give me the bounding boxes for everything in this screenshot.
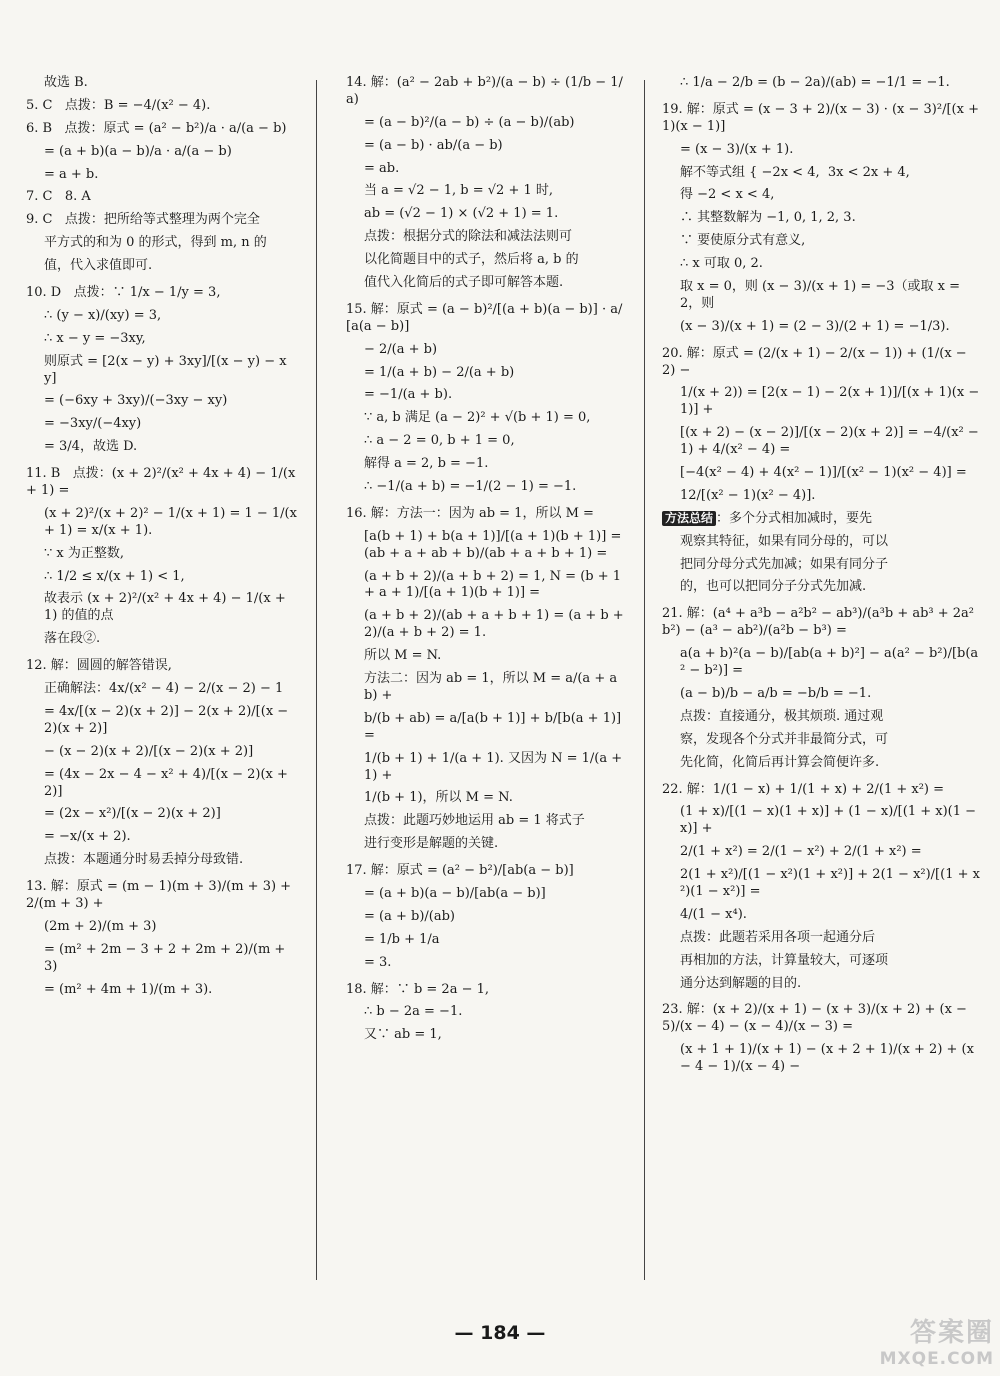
answer-text: 得 −2 < x < 4, — [680, 187, 775, 203]
answer-line — [26, 328, 298, 351]
answer-line — [26, 503, 302, 543]
answer-text: ∵ a, b 满足 (a − 2)² + √(b + 1) = 0, — [364, 410, 591, 426]
answer-line — [26, 413, 298, 436]
answer-line — [26, 255, 298, 278]
watermark-url: MXQE.COM — [879, 1349, 994, 1369]
answer-line — [346, 748, 630, 788]
answer-text: = 4x/[(x − 2)(x + 2)] − 2(x + 2)/[(x − 2)(x + 2)] — [44, 703, 293, 736]
answer-line — [662, 485, 980, 508]
answer-text: 值代入化简后的式子即可解答本题. — [364, 275, 564, 291]
answer-line — [662, 554, 980, 577]
answer-text: 9. C 点拨：把所给等式整理为两个完全 — [26, 212, 260, 228]
answer-text: 22. 解：1/(1 − x) + 1/(1 + x) + 2/(1 + x²) = — [662, 781, 945, 797]
answer-text: = (a − b) · ab/(a − b) — [364, 137, 503, 153]
answer-text: ∴ 其整数解为 −1, 0, 1, 2, 3. — [680, 210, 856, 226]
answer-text: (a − b)/b − a/b = −b/b = −1. — [680, 685, 872, 701]
answer-text: 1/(b + 1)，所以 M = N. — [364, 790, 513, 806]
answer-text: 12/[(x² − 1)(x² − 4)]. — [680, 487, 816, 503]
answer-line — [26, 628, 298, 651]
answer-text: 5. C 点拨：B = −4/(x² − 4). — [26, 97, 211, 113]
answer-text: [−4(x² − 4) + 4(x² − 1)]/[(x² − 1)(x² − 4)] = — [680, 465, 967, 481]
answer-text: ∴ a − 2 = 0, b + 1 = 0, — [364, 433, 515, 449]
answer-line — [662, 950, 980, 973]
watermark-logo — [804, 1312, 994, 1372]
answer-text: (a + b + 2)/(a + b + 2) = 1, N = (b + 1 + a + 1)/[(a + 1)(b + 1)] = — [364, 568, 626, 601]
answer-line — [26, 282, 298, 305]
answer-line — [26, 803, 298, 826]
answer-text: 点拨：直接通分，极其烦琐. 通过观 — [680, 708, 884, 724]
method-summary-badge: 方法总结 — [662, 511, 716, 527]
answer-text: 正确解法：4x/(x² − 4) − 2/(x − 2) − 1 — [44, 681, 284, 697]
answer-text: 21. 解：(a⁴ + a³b − a²b² − ab³)/(a³b + ab³ + 2a²b²) − (a³ − ab²)/(a²b − b³) = — [662, 606, 975, 639]
answer-text: 值，代入求值即可. — [44, 258, 153, 274]
answer-line — [26, 72, 298, 95]
answer-line — [346, 787, 630, 810]
answer-line — [662, 841, 980, 864]
answer-line — [346, 158, 630, 181]
answer-text: 平方式的和为 0 的形式，得到 m, n 的 — [44, 235, 267, 251]
answer-text: 所以 M = N. — [364, 648, 442, 664]
answer-line — [346, 476, 630, 499]
answer-line — [662, 139, 980, 162]
answer-line — [346, 645, 630, 668]
answer-line — [662, 706, 980, 729]
answer-text: = 3/4，故选 D. — [44, 439, 138, 455]
answer-text: 7. C 8. A — [26, 189, 91, 205]
answer-line — [346, 1024, 630, 1047]
answer-line — [662, 729, 980, 752]
answer-line — [26, 979, 298, 1002]
column-right — [662, 72, 984, 1079]
answer-line — [26, 826, 298, 849]
answer-text: (a + b + 2)/(ab + a + b + 1) = (a + b + 2)/(a + b + 2) = 1. — [364, 608, 628, 641]
answer-line — [26, 741, 298, 764]
answer-text: ：多个分式相加减时，要先 — [716, 510, 873, 526]
answer-text: 6. B 点拨：原式 = (a² − b²)/a · a/(a − b) — [26, 120, 287, 136]
answer-line — [662, 1039, 980, 1079]
answer-line — [26, 543, 298, 566]
answer-text: 点拨：根据分式的除法和减法法则可 — [364, 229, 573, 245]
answer-line — [662, 643, 980, 683]
answer-text: 23. 解：(x + 2)/(x + 1) − (x + 3)/(x + 2) + (x − 5)/(x − 4) − (x − 4)/(x − 3) = — [662, 1002, 972, 1035]
answer-line — [346, 526, 630, 566]
answer-line — [26, 186, 298, 209]
answer-text: 12. 解：圆圆的解答错误, — [26, 658, 172, 674]
answer-line — [346, 339, 630, 362]
answer-line — [346, 407, 630, 430]
answer-text: [a(b + 1) + b(a + 1)]/[(a + 1)(b + 1)] = (ab + a + ab + b)/(ab + a + b + 1) = — [364, 528, 626, 561]
answer-text: 点拨：本题通分时易丢掉分母致错. — [44, 852, 244, 868]
answer-text: 以化简题目中的式子，然后将 a, b 的 — [364, 252, 579, 268]
answer-line — [346, 112, 630, 135]
answer-text: = a + b. — [44, 166, 99, 182]
answer-line — [346, 72, 630, 112]
answer-text: 1/(b + 1) + 1/(a + 1). 又因为 N = 1/(a + 1) + — [364, 750, 627, 783]
answer-line — [26, 209, 298, 232]
answer-line — [662, 276, 980, 316]
answer-text: = 1/b + 1/a — [364, 931, 440, 947]
answer-line — [26, 939, 298, 979]
answer-line — [26, 436, 298, 459]
answer-line — [346, 362, 630, 385]
answer-line — [346, 952, 630, 975]
answer-line — [346, 272, 630, 295]
answer-line — [26, 351, 298, 391]
answer-text: 14. 解：(a² − 2ab + b²)/(a − b) ÷ (1/b − 1/a) — [346, 75, 623, 107]
answer-text: (2m + 2)/(m + 3) — [44, 918, 157, 934]
answer-text: [(x + 2) − (x − 2)]/[(x − 2)(x + 2)] = −4/(x² − 1) + 4/(x² − 4) = — [680, 425, 983, 458]
answer-line — [346, 503, 630, 526]
answer-text: 11. B 点拨：(x + 2)²/(x² + 4x + 4) − 1/(x + 1) = — [26, 466, 300, 499]
answer-text: 19. 解：原式 = (x − 3 + 2)/(x − 3) · (x − 3)²/[(x + 1)(x − 1)] — [662, 101, 984, 134]
answer-line — [662, 531, 980, 554]
answer-line — [662, 462, 980, 485]
answer-line — [26, 566, 298, 589]
answer-text: b/(b + ab) = a/[a(b + 1)] + b/[b(a + 1)] = — [364, 710, 626, 743]
answer-line — [662, 999, 980, 1039]
answer-text: = 1/(a + b) − 2/(a + b) — [364, 364, 515, 380]
answer-line — [662, 72, 980, 95]
answer-line — [346, 226, 630, 249]
answer-line — [346, 384, 630, 407]
answer-line — [26, 655, 298, 678]
watermark-text: 答案圈 — [909, 1318, 994, 1348]
answer-line — [662, 603, 980, 643]
answer-line — [346, 430, 630, 453]
answer-line — [26, 588, 298, 628]
answer-text: = (a − b)²/(a − b) ÷ (a − b)/(ab) — [364, 114, 575, 130]
answer-text: = (a + b)(a − b)/a · a/(a − b) — [44, 143, 232, 159]
answer-line — [26, 232, 298, 255]
answer-line — [346, 453, 630, 476]
answer-line — [662, 576, 980, 599]
answer-line — [346, 833, 630, 856]
answer-line — [662, 752, 980, 775]
answer-text: 15. 解：原式 = (a − b)²/[(a + b)(a − b)] · a/[a(a − b)] — [346, 301, 623, 334]
answer-text: 通分达到解题的目的. — [680, 975, 802, 991]
answer-line — [26, 764, 298, 804]
answer-line — [346, 299, 630, 339]
answer-line — [346, 929, 630, 952]
answer-line — [662, 382, 984, 422]
answer-text: a(a + b)²(a − b)/[ab(a + b)²] − a(a² − b²)/[b(a² − b²)] = — [680, 646, 979, 679]
answer-text: 方法二：因为 ab = 1，所以 M = a/(a + ab) + — [364, 671, 618, 703]
answer-text: 先化简，化简后再计算会简便许多. — [680, 754, 880, 770]
answer-text: = −1/(a + b). — [364, 387, 453, 403]
answer-line — [26, 390, 298, 413]
answer-line — [26, 463, 298, 503]
answer-line — [662, 343, 980, 383]
answer-line — [346, 883, 630, 906]
answer-line — [662, 801, 980, 841]
answer-line — [662, 422, 983, 462]
answer-text: ∴ b − 2a = −1. — [364, 1004, 463, 1020]
column-middle — [346, 72, 630, 1047]
answer-text: ∴ −1/(a + b) = −1/(2 − 1) = −1. — [364, 479, 577, 495]
answer-line — [346, 810, 630, 833]
answer-text: 落在段②. — [44, 631, 101, 647]
answer-line — [346, 668, 630, 708]
answer-line — [662, 99, 984, 139]
column-divider — [644, 80, 645, 1280]
answer-line — [662, 904, 980, 927]
answer-text: = (−6xy + 3xy)/(−3xy − xy) — [44, 393, 228, 409]
answer-text: 又∵ ab = 1, — [364, 1027, 442, 1043]
answer-line — [26, 701, 298, 741]
answer-line — [346, 249, 630, 272]
answer-text: (1 + x)/[(1 − x)(1 + x)] + (1 − x)/[(1 + x)(1 − x)] + — [680, 804, 981, 837]
answer-line — [662, 864, 980, 904]
answer-text: = (2x − x²)/[(x − 2)(x + 2)] — [44, 806, 221, 822]
answer-text: 16. 解：方法一：因为 ab = 1，所以 M = — [346, 505, 594, 521]
answer-line — [346, 1001, 630, 1024]
answer-text: 进行变形是解题的关键. — [364, 836, 499, 852]
answer-line — [662, 207, 980, 230]
answer-text: 解不等式组 { −2x < 4, 3x < 2x + 4, — [680, 164, 910, 180]
answer-text: 点拨：此题若采用各项一起通分后 — [680, 929, 876, 945]
answer-text: 10. D 点拨：∵ 1/x − 1/y = 3, — [26, 285, 221, 301]
answer-line — [346, 135, 630, 158]
answer-line — [662, 508, 980, 531]
answer-text: 察，发现各个分式并非最简分式，可 — [680, 731, 889, 747]
answer-text: 故选 B. — [44, 75, 88, 90]
answer-line — [26, 95, 298, 118]
answer-text: ∴ x − y = −3xy, — [44, 330, 146, 346]
answer-text: = (m² + 2m − 3 + 2 + 2m + 2)/(m + 3) — [44, 941, 290, 974]
answer-line — [662, 973, 980, 996]
answer-text: 18. 解：∵ b = 2a − 1, — [346, 981, 490, 997]
answer-line — [346, 708, 630, 748]
answer-text: = (m² + 4m + 1)/(m + 3). — [44, 981, 213, 997]
answer-line — [26, 916, 298, 939]
answer-line — [662, 779, 980, 802]
page-number: — 184 — — [454, 1322, 546, 1344]
answer-text: 1/(x + 2)) = [2(x − 1) − 2(x + 1)]/[(x + 1)(x − 1)] + — [680, 385, 984, 418]
answer-text: 20. 解：原式 = (2/(x + 1) − 2/(x − 1)) + (1/(x − 2) − — [662, 345, 971, 378]
answer-text: 当 a = √2 − 1, b = √2 + 1 时, — [364, 183, 554, 199]
column-left — [26, 72, 302, 1001]
answer-text: 2(1 + x²)/[(1 − x²)(1 + x²)] + 2(1 − x²)/[(1 + x²)(1 − x²)] = — [680, 867, 980, 899]
answer-line — [662, 683, 980, 706]
answer-text: = ab. — [364, 160, 400, 176]
answer-text: = 3. — [364, 954, 392, 970]
answer-line — [346, 180, 630, 203]
answer-line — [346, 860, 630, 883]
answer-text: 的，也可以把同分子分式先加减. — [680, 579, 867, 595]
answer-text: 把同分母分式先加减；如果有同分子 — [680, 556, 889, 572]
answer-text: (x + 2)²/(x + 2)² − 1/(x + 1) = 1 − 1/(x + 1) = x/(x + 1). — [44, 505, 302, 538]
answer-text: − (x − 2)(x + 2)/[(x − 2)(x + 2)] — [44, 743, 254, 759]
answer-line — [346, 906, 630, 929]
answer-text: 17. 解：原式 = (a² − b²)/[ab(a − b)] — [346, 863, 574, 879]
answer-line — [346, 203, 630, 226]
answer-text: 2/(1 + x²) = 2/(1 − x²) + 2/(1 + x²) = — [680, 844, 922, 860]
column-divider — [316, 80, 317, 1280]
answer-text: (x + 1 + 1)/(x + 1) − (x + 2 + 1)/(x + 2) + (x − 4 − 1)/(x − 4) − — [680, 1042, 979, 1075]
answer-text: 观察其特征，如果有同分母的，可以 — [680, 533, 889, 549]
answer-text: 再相加的方法，计算量较大，可逐项 — [680, 952, 889, 968]
answer-text: ∴ (y − x)/(xy) = 3, — [44, 307, 162, 323]
answer-text: 点拨：此题巧妙地运用 ab = 1 将式子 — [364, 813, 585, 829]
answer-line — [26, 118, 298, 141]
answer-text: ∴ 1/2 ≤ x/(x + 1) < 1, — [44, 568, 185, 584]
answer-text: ∴ 1/a − 2/b = (b − 2a)/(ab) = −1/1 = −1. — [680, 75, 950, 90]
answer-text: = −3xy/(−4xy) — [44, 416, 142, 432]
answer-text: 4/(1 − x⁴). — [680, 906, 747, 922]
answer-text: ab = (√2 − 1) × (√2 + 1) = 1. — [364, 206, 559, 222]
answer-line — [346, 605, 630, 645]
answer-line — [26, 164, 298, 187]
answer-line — [26, 141, 298, 164]
answer-text: = (x − 3)/(x + 1). — [680, 141, 794, 157]
answer-text: = (a + b)(a − b)/[ab(a − b)] — [364, 885, 546, 901]
answer-line — [26, 305, 298, 328]
answer-line — [26, 678, 298, 701]
answer-text: 则原式 = [2(x − y) + 3xy]/[(x − y) − xy] — [44, 353, 287, 386]
answer-line — [662, 184, 980, 207]
answer-text: ∴ x 可取 0, 2. — [680, 256, 763, 272]
answer-line — [346, 566, 630, 606]
answer-text: 解得 a = 2, b = −1. — [364, 456, 489, 472]
answer-text: 故表示 (x + 2)²/(x² + 4x + 4) − 1/(x + 1) 的值的点 — [44, 591, 290, 624]
answer-text: ∵ 要使原分式有意义, — [680, 233, 806, 249]
answer-line — [662, 162, 980, 185]
answer-text: ∵ x 为正整数, — [44, 545, 124, 561]
answer-line — [662, 316, 980, 339]
answer-text: 13. 解：原式 = (m − 1)(m + 3)/(m + 3) + 2/(m + 3) + — [26, 879, 296, 911]
answer-text: 取 x = 0，则 (x − 3)/(x + 1) = −3（或取 x = 2，则 — [680, 279, 965, 311]
answer-line — [26, 876, 298, 916]
answer-text: = (a + b)/(ab) — [364, 908, 455, 924]
answer-text: = (4x − 2x − 4 − x² + 4)/[(x − 2)(x + 2)] — [44, 766, 293, 799]
answer-line — [662, 253, 980, 276]
answer-line — [662, 230, 980, 253]
answer-text: − 2/(a + b) — [364, 341, 438, 357]
answer-text: = −x/(x + 2). — [44, 829, 131, 845]
answer-line — [26, 849, 298, 872]
answer-text: (x − 3)/(x + 1) = (2 − 3)/(2 + 1) = −1/3). — [680, 318, 950, 334]
answer-line — [662, 927, 980, 950]
answer-line — [346, 979, 630, 1002]
